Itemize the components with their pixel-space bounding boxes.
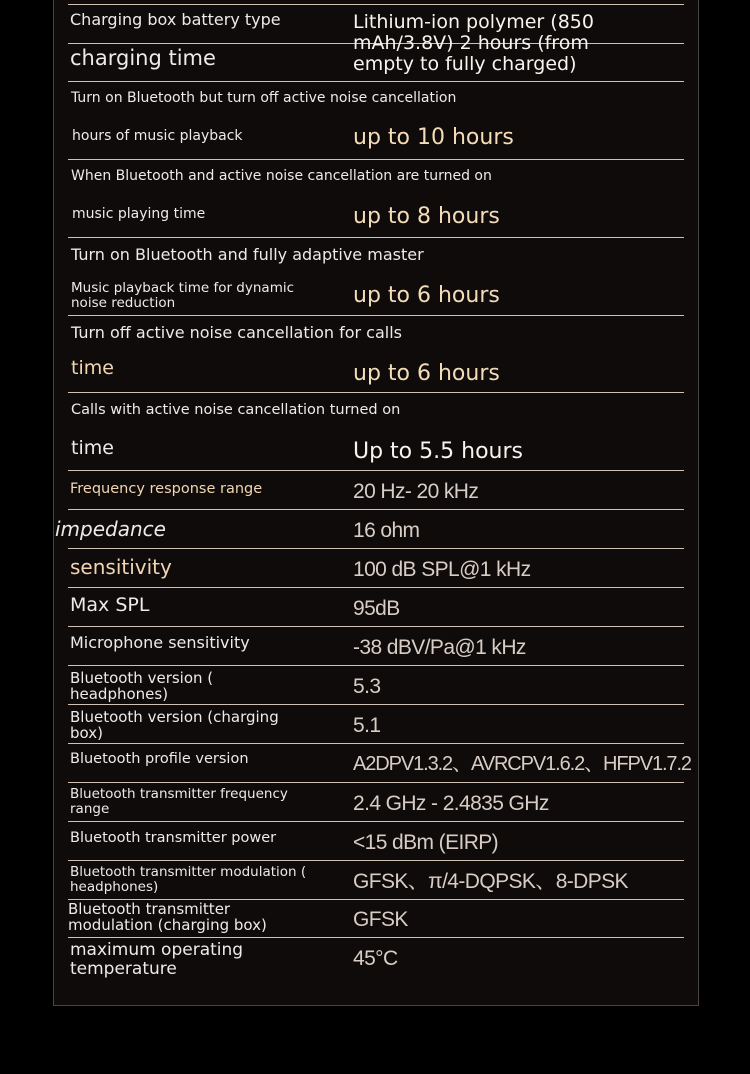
spec-row-bt-modulation-headphones (68, 861, 684, 900)
spec-row-max-spl (68, 588, 684, 627)
spec-header: Turn on Bluetooth and fully adaptive master (71, 245, 424, 264)
spec-value: GFSK (353, 908, 408, 931)
spec-value-battery: Lithium-ion polymer (850 mAh/3.8V) 2 hours (from empty to fully charged) (353, 11, 594, 75)
spec-value: 5.1 (353, 714, 381, 737)
spec-label: Bluetooth transmitter modulation ( headphones) (70, 864, 307, 895)
spec-header: When Bluetooth and active noise cancellation are turned on (71, 168, 492, 184)
spec-label: charging time (70, 46, 216, 70)
spec-value: 100 dB SPL@1 kHz (353, 558, 531, 581)
spec-row-bt-profile (68, 744, 691, 783)
spec-value: up to 8 hours (353, 204, 500, 229)
spec-header: Turn off active noise cancellation for calls (71, 323, 402, 342)
spec-value: GFSK、π/4-DQPSK、8-DPSK (353, 870, 628, 893)
spec-value: up to 10 hours (353, 125, 514, 150)
spec-row-calls-6h (68, 316, 684, 393)
spec-row-music-8h (68, 160, 684, 238)
spec-label: Bluetooth transmitter power (70, 830, 277, 846)
spec-label: Bluetooth profile version (70, 751, 249, 767)
spec-value: 5.3 (353, 675, 381, 698)
spec-row-music-6h (68, 238, 684, 316)
spec-label: Bluetooth version (charging box) (70, 708, 279, 742)
spec-row-music-10h (68, 82, 684, 160)
spec-label: Bluetooth transmitter frequency range (70, 786, 288, 817)
spec-row-bt-power (68, 822, 684, 861)
spec-value: Up to 5.5 hours (353, 439, 523, 464)
spec-value: 45°C (353, 947, 398, 970)
spec-row-bt-modulation-box (68, 900, 684, 938)
spec-row-frequency-response (68, 471, 684, 510)
spec-row-sensitivity (68, 549, 684, 588)
spec-row-calls-5-5h (68, 393, 684, 471)
spec-row-impedance (55, 510, 684, 549)
spec-value: -38 dBV/Pa@1 kHz (353, 636, 526, 659)
spec-label: time (71, 357, 114, 379)
spec-value: up to 6 hours (353, 361, 500, 386)
spec-value: <15 dBm (EIRP) (353, 831, 499, 854)
spec-label: maximum operating temperature (70, 940, 244, 979)
spec-row-mic-sensitivity (68, 627, 684, 666)
spec-label: Bluetooth transmitter modulation (charging box) (68, 900, 267, 934)
spec-value: 20 Hz- 20 kHz (353, 480, 479, 503)
spec-row-bt-frequency (68, 783, 684, 822)
spec-label: hours of music playback (72, 128, 243, 144)
spec-value: 16 ohm (353, 519, 420, 542)
spec-label: Frequency response range (70, 481, 263, 497)
spec-label: music playing time (72, 206, 206, 222)
spec-row-bt-version-headphones (68, 666, 684, 705)
spec-value: 95dB (353, 597, 400, 620)
spec-label: Bluetooth version ( headphones) (70, 669, 214, 703)
spec-value: A2DPV1.3.2、AVRCPV1.6.2、HFPV1.7.2 (353, 753, 691, 775)
spec-header: Turn on Bluetooth but turn off active noise cancellation (71, 90, 457, 106)
spec-label: Max SPL (70, 594, 150, 616)
spec-value: up to 6 hours (353, 283, 500, 308)
spec-row-max-temperature (68, 938, 684, 984)
spec-label: time (71, 437, 114, 459)
spec-value: 2.4 GHz - 2.4835 GHz (353, 792, 549, 815)
spec-label: Music playback time for dynamic noise reduction (71, 280, 295, 311)
spec-label: Charging box battery type (70, 10, 281, 29)
spec-row-bt-version-box (68, 705, 684, 744)
spec-label: impedance (55, 517, 166, 541)
spec-header: Calls with active noise cancellation turned on (71, 402, 401, 418)
spec-label: Microphone sensitivity (70, 633, 250, 652)
spec-label: sensitivity (70, 555, 172, 579)
